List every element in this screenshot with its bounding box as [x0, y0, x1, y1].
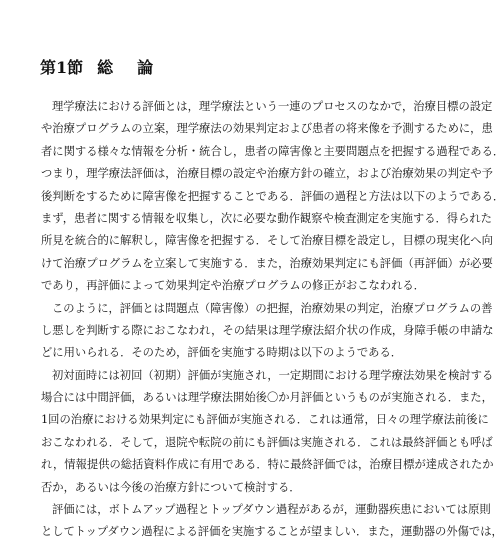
paragraph-first-line: 評価には，ボトムアップ過程とトップダウン過程があるが，運動器疾患においては原則 — [52, 503, 491, 517]
paragraph-first-line: 理学療法における評価とは，理学療法という一連のプロセスのなかで，治療目標の設定 — [52, 100, 493, 113]
section-name: 総論 — [97, 58, 178, 77]
paragraph-line: 否か，あるいは今後の治療方針について検討する． — [41, 480, 301, 494]
paragraph-line: れ，情報提供の総括資料作成に有用である．特に最終評価では，治療目標が達成されたか — [41, 458, 494, 472]
paragraph-line: つまり，理学療法評価は，治療目標の設定や治療方針の確立，および治療効果の判定や予 — [41, 167, 493, 181]
paragraph-line: としてトップダウン過程による評価を実施することが望ましい．また，運動器の外傷では， — [41, 525, 503, 539]
section-number: 第1節 — [40, 58, 84, 77]
paragraph-line: まず，患者に関する情報を収集し，次に必要な動作観察や検査測定を実施する．得られた — [41, 211, 492, 225]
section-heading — [40, 58, 177, 78]
paragraph-line: や治療プログラムの立案，理学療法の効果判定および患者の将来像を予測するために，患 — [41, 122, 493, 136]
paragraph-line: し悪しを判断する際におこなわれ，その結果は理学療法紹介状の作成，身障手帳の申請な — [41, 323, 494, 337]
paragraph-first-line: このように，評価とは問題点（障害像）の把握，治療効果の判定，治療プログラムの善 — [52, 301, 493, 315]
paragraph-line: 場合には中間評価，あるいは理学療法開始後〇か月評価というものが実施される．また， — [41, 391, 493, 405]
paragraph-line: けて治療プログラムを立案して実施する．また，治療効果判定にも評価（再評価）が必要 — [41, 256, 493, 270]
paragraph-line: 1回の治療における効果判定にも評価が実施される．これは通常，日々の理学療法前後に — [41, 413, 489, 427]
paragraph-line: 所見を統合的に解釈し，障害像を把握する．そして治療目標を設定し，目標の現実化へ向 — [41, 234, 493, 248]
paragraph-line: であり，再評価によって効果判定や治療プログラムの修正がおこなわれる． — [41, 279, 425, 293]
paragraph-line: どに用いられる．そのため，評価を実施する時期は以下のようである． — [41, 346, 403, 360]
body-text — [41, 96, 504, 544]
paragraph-line: 者に関する様々な情報を分析・統合し，患者の障害像と主要問題点を把握する過程である． — [41, 144, 504, 158]
paragraph-line: おこなわれる．そして，退院や転院の前にも評価は実施される．これは最終評価とも呼ば — [41, 435, 493, 449]
paragraph-line: 後判断をするために障害像を把握することである．評価の過程と方法は以下のようである． — [41, 189, 504, 203]
paragraph-first-line: 初対面時には初回（初期）評価が実施され，一定期間における理学療法効果を検討する — [52, 368, 494, 382]
